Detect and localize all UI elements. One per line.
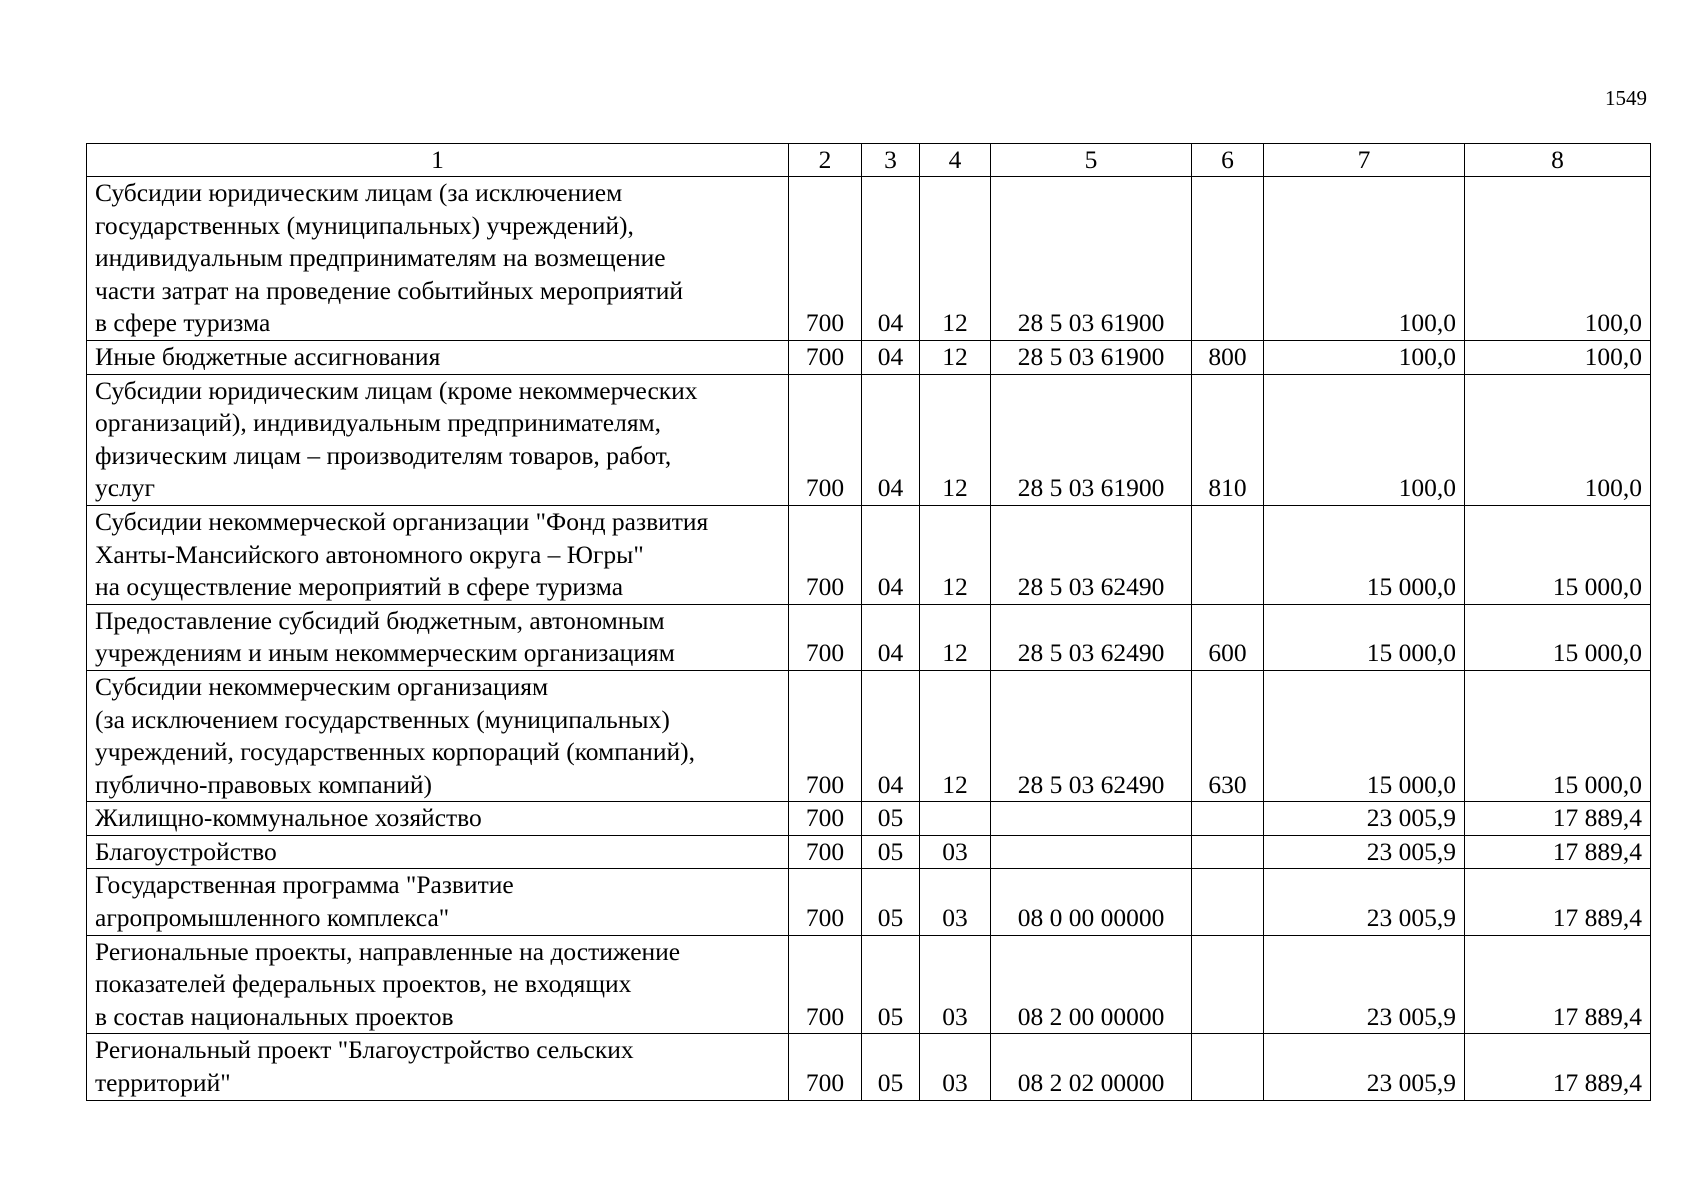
row-subsection-code: 12 <box>920 604 991 670</box>
row-amount-col7: 23 005,9 <box>1264 1034 1465 1100</box>
row-expense-type: 630 <box>1192 670 1264 801</box>
row-amount-col7: 100,0 <box>1264 177 1465 341</box>
table-row <box>87 935 1651 1034</box>
row-expense-type <box>1192 505 1264 604</box>
row-target-article: 28 5 03 62490 <box>991 505 1192 604</box>
row-amount-col8: 15 000,0 <box>1465 670 1651 801</box>
row-section-code: 05 <box>862 935 920 1034</box>
table-row <box>87 835 1651 869</box>
row-subsection-code: 03 <box>920 935 991 1034</box>
row-subsection-code: 12 <box>920 670 991 801</box>
row-amount-col7: 100,0 <box>1264 374 1465 505</box>
row-expense-type <box>1192 1034 1264 1100</box>
row-section-code: 05 <box>862 869 920 935</box>
row-subsection-code: 12 <box>920 374 991 505</box>
row-amount-col8: 100,0 <box>1465 177 1651 341</box>
row-expense-type <box>1192 177 1264 341</box>
table-row <box>87 374 1651 505</box>
row-name: Жилищно-коммунальное хозяйство <box>87 802 789 836</box>
row-subsection-code: 12 <box>920 177 991 341</box>
row-amount-col8: 15 000,0 <box>1465 505 1651 604</box>
table-row <box>87 604 1651 670</box>
header-col-2: 2 <box>789 144 862 177</box>
row-amount-col8: 17 889,4 <box>1465 835 1651 869</box>
row-amount-col8: 100,0 <box>1465 374 1651 505</box>
row-section-code: 04 <box>862 340 920 374</box>
row-section-code: 04 <box>862 505 920 604</box>
row-section-code: 04 <box>862 670 920 801</box>
row-subsection-code: 12 <box>920 340 991 374</box>
row-ministry-code: 700 <box>789 505 862 604</box>
table-row <box>87 505 1651 604</box>
row-amount-col7: 15 000,0 <box>1264 670 1465 801</box>
row-section-code: 05 <box>862 1034 920 1100</box>
row-subsection-code: 03 <box>920 835 991 869</box>
row-ministry-code: 700 <box>789 340 862 374</box>
row-target-article: 08 2 00 00000 <box>991 935 1192 1034</box>
table-row <box>87 340 1651 374</box>
header-col-3: 3 <box>862 144 920 177</box>
row-section-code: 04 <box>862 604 920 670</box>
row-name: Субсидии некоммерческой организации "Фонд развития Ханты-Мансийского автономного округа – Югры" на осуществление мероприятий в сфере туризма <box>87 505 789 604</box>
row-ministry-code: 700 <box>789 935 862 1034</box>
row-expense-type <box>1192 835 1264 869</box>
header-col-5: 5 <box>991 144 1192 177</box>
row-expense-type <box>1192 869 1264 935</box>
row-section-code: 04 <box>862 177 920 341</box>
row-amount-col8: 17 889,4 <box>1465 869 1651 935</box>
row-ministry-code: 700 <box>789 1034 862 1100</box>
row-ministry-code: 700 <box>789 869 862 935</box>
row-amount-col7: 15 000,0 <box>1264 505 1465 604</box>
row-target-article: 28 5 03 61900 <box>991 374 1192 505</box>
table-row <box>87 802 1651 836</box>
row-target-article: 08 2 02 00000 <box>991 1034 1192 1100</box>
row-amount-col7: 23 005,9 <box>1264 835 1465 869</box>
row-target-article: 28 5 03 61900 <box>991 340 1192 374</box>
row-amount-col7: 23 005,9 <box>1264 869 1465 935</box>
row-subsection-code: 12 <box>920 505 991 604</box>
row-name: Благоустройство <box>87 835 789 869</box>
row-expense-type: 810 <box>1192 374 1264 505</box>
row-name: Субсидии юридическим лицам (кроме некоммерческих организаций), индивидуальным предпринимателям, физическим лицам – производителям товаров, работ, услуг <box>87 374 789 505</box>
row-section-code: 05 <box>862 802 920 836</box>
row-amount-col8: 17 889,4 <box>1465 935 1651 1034</box>
header-col-8: 8 <box>1465 144 1651 177</box>
row-ministry-code: 700 <box>789 835 862 869</box>
row-target-article <box>991 802 1192 836</box>
table-row <box>87 670 1651 801</box>
header-col-7: 7 <box>1264 144 1465 177</box>
row-ministry-code: 700 <box>789 177 862 341</box>
budget-table <box>86 143 1651 1101</box>
table-row <box>87 1034 1651 1100</box>
header-col-1: 1 <box>87 144 789 177</box>
row-name: Субсидии некоммерческим организациям (за исключением государственных (муниципальных) учреждений, государственных корпораций (компаний), публично-правовых компаний) <box>87 670 789 801</box>
table-row <box>87 177 1651 341</box>
row-amount-col8: 100,0 <box>1465 340 1651 374</box>
header-col-4: 4 <box>920 144 991 177</box>
row-subsection-code: 03 <box>920 1034 991 1100</box>
row-subsection-code: 03 <box>920 869 991 935</box>
row-ministry-code: 700 <box>789 604 862 670</box>
row-expense-type <box>1192 802 1264 836</box>
row-amount-col8: 15 000,0 <box>1465 604 1651 670</box>
row-name: Государственная программа "Развитие агропромышленного комплекса" <box>87 869 789 935</box>
row-section-code: 05 <box>862 835 920 869</box>
row-expense-type <box>1192 935 1264 1034</box>
row-target-article: 28 5 03 62490 <box>991 604 1192 670</box>
row-ministry-code: 700 <box>789 374 862 505</box>
row-name: Иные бюджетные ассигнования <box>87 340 789 374</box>
row-target-article: 08 0 00 00000 <box>991 869 1192 935</box>
row-name: Региональный проект "Благоустройство сельских территорий" <box>87 1034 789 1100</box>
row-section-code: 04 <box>862 374 920 505</box>
row-name: Субсидии юридическим лицам (за исключением государственных (муниципальных) учреждений), индивидуальным предпринимателям на возмещение части затрат на проведение событийных мероприятий в сфере туризма <box>87 177 789 341</box>
row-ministry-code: 700 <box>789 802 862 836</box>
page-number: 1549 <box>1605 86 1647 110</box>
header-col-6: 6 <box>1192 144 1264 177</box>
row-amount-col7: 15 000,0 <box>1264 604 1465 670</box>
row-expense-type: 600 <box>1192 604 1264 670</box>
row-expense-type: 800 <box>1192 340 1264 374</box>
row-target-article: 28 5 03 62490 <box>991 670 1192 801</box>
row-amount-col7: 23 005,9 <box>1264 935 1465 1034</box>
row-target-article <box>991 835 1192 869</box>
row-amount-col7: 100,0 <box>1264 340 1465 374</box>
row-subsection-code <box>920 802 991 836</box>
row-name: Предоставление субсидий бюджетным, автономным учреждениям и иным некоммерческим организациям <box>87 604 789 670</box>
row-amount-col8: 17 889,4 <box>1465 1034 1651 1100</box>
row-target-article: 28 5 03 61900 <box>991 177 1192 341</box>
row-ministry-code: 700 <box>789 670 862 801</box>
row-amount-col8: 17 889,4 <box>1465 802 1651 836</box>
row-amount-col7: 23 005,9 <box>1264 802 1465 836</box>
table-row <box>87 869 1651 935</box>
row-name: Региональные проекты, направленные на достижение показателей федеральных проектов, не входящих в состав национальных проектов <box>87 935 789 1034</box>
header-row <box>87 144 1651 177</box>
